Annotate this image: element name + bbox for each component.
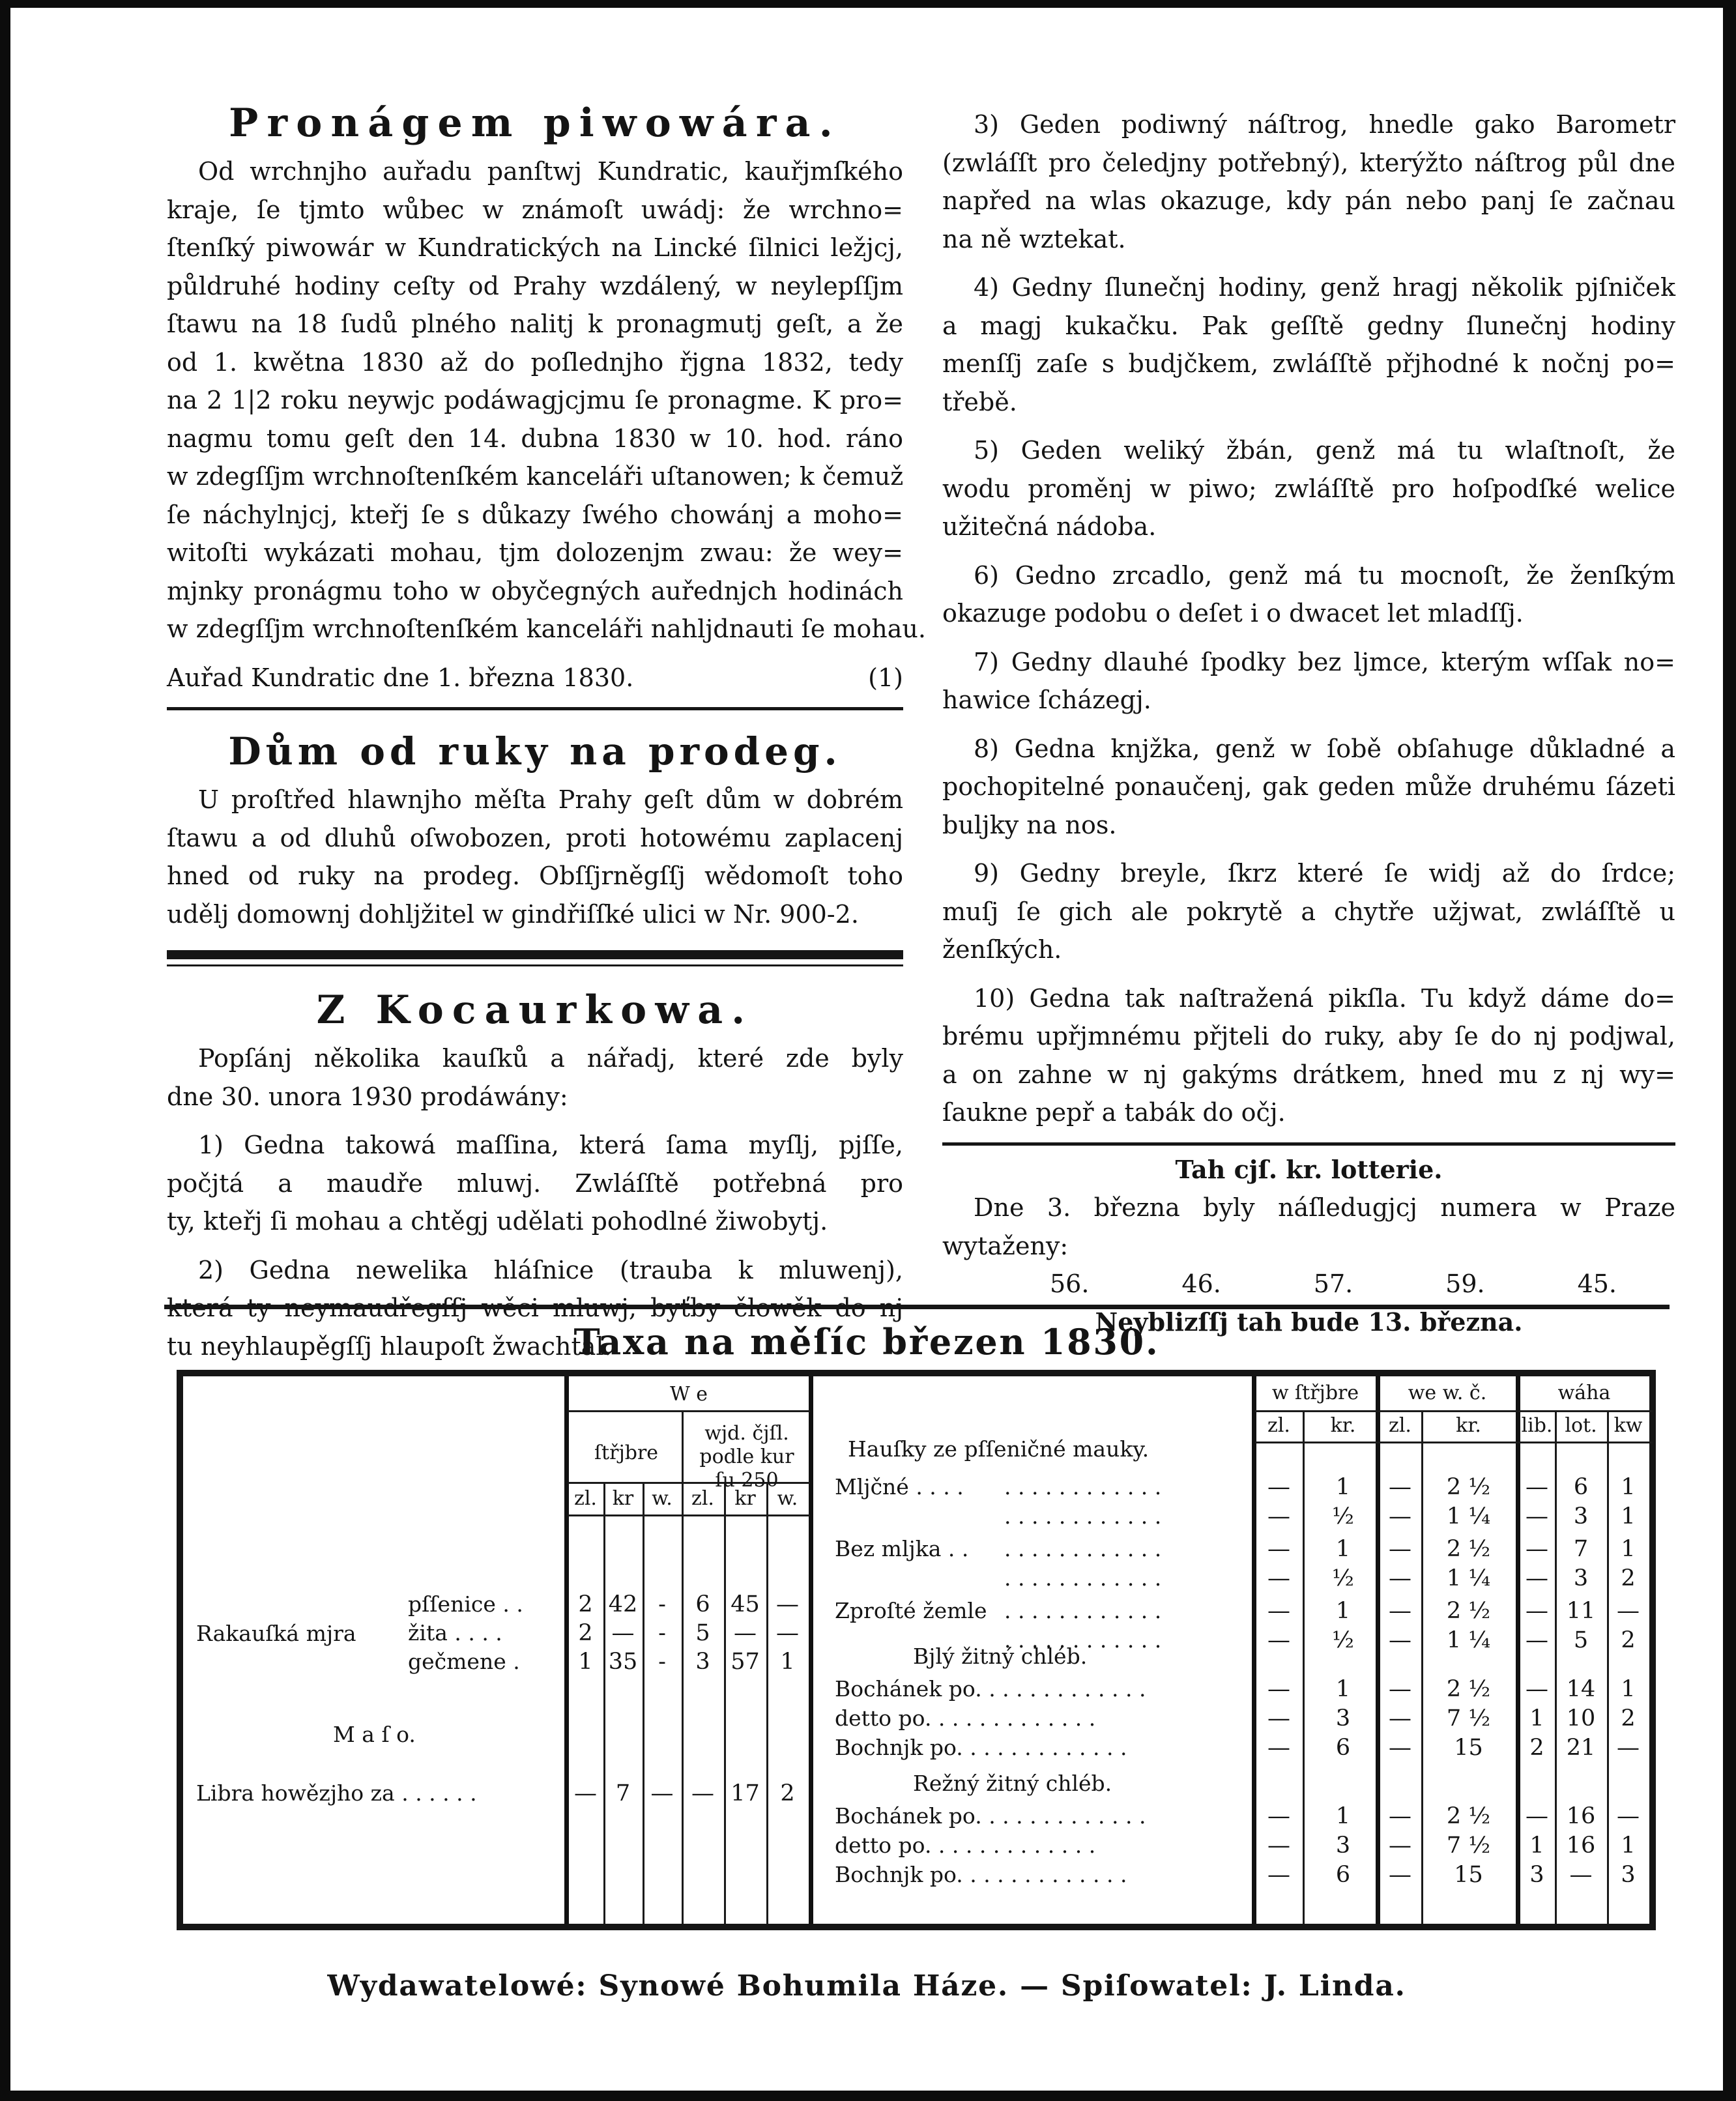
row-label: Bez mljka . . [835,1536,969,1561]
grain-value: 6 [695,1591,710,1617]
text-line: ſaukne pepř a tabák do očj. [942,1098,1286,1127]
text-line: půldruhé hodiny ceſty od Prahy wzdálený, w neylepſſjm [167,271,903,300]
row-label: Mljčné . . . . [835,1474,964,1500]
maso-label: M a ſ o. [333,1722,416,1747]
row-value: 2 ½ [1446,1598,1491,1624]
text-line: ſe náchylnjcj, kteřj ſe s důkazy ſwého chowánj a moho= [167,500,903,529]
lottery-divider [942,1142,1675,1146]
row-value: — [1389,1705,1411,1732]
row-value: 1 [1529,1833,1544,1859]
signature-text: Auřad Kundratic dne 1. března 1830. [167,663,634,692]
tariff-title: Taxa na měſíc březen 1830. [573,1321,1160,1363]
row-value: 5 [1573,1627,1589,1653]
row-value: 1 ¼ [1446,1503,1491,1529]
lottery-number: 45. [1577,1269,1617,1298]
row-value: — [1617,1803,1640,1829]
text-line: 9) Gedny breyle, ſkrz které ſe widj až do ſrdce; [974,859,1675,888]
text-line: witoſti wykázati mohau, tjm dolozenjm zwau: že wey= [167,538,903,567]
grain-value: 1 [780,1649,795,1675]
text-line: kraje, ſe tjmto wůbec w známoſt uwádj: že wrchno= [167,195,903,224]
row-label: Zproſté žemle [835,1598,987,1623]
text-line: která ty neymaudřegſſj wěci mluwj, byťby člowěk do nj [167,1294,903,1322]
text-line: 8) Gedna knjžka, genž w ſobě obſahuge důkladné a [974,734,1675,763]
row-value: — [1389,1803,1411,1829]
lottery-number: 59. [1445,1269,1485,1298]
row-value: 2 [1621,1705,1636,1732]
item-10 [942,979,1675,1132]
row-value: 2 [1529,1735,1544,1761]
row-value: 3 [1573,1565,1589,1591]
beef-label: Libra howězjho za . . . . . . [196,1780,477,1806]
row-value: 1 [1335,1676,1351,1702]
heading-pronagem: Pronágem piwowára. [229,100,841,146]
double-divider [167,950,903,966]
row-value: — [1526,1803,1548,1829]
row-value: 1 [1621,1536,1636,1562]
text-line: muſj ſe gich ale pokrytě a chytře užjwat, zwláſſtě u [942,897,1675,926]
dot-leader: . . . . . . . . . . . . [1004,1536,1162,1561]
grain-name: gečmene . [408,1649,520,1674]
row-value: — [1267,1474,1290,1500]
text-line: na 2 1|2 roku neywjc podáwagjcjmu ſe pronagme. K pro= [167,386,903,414]
text-line: tu neyhlaupěgſſj hlaupoſt žwachtal. [167,1331,612,1361]
row-value: 1 [1621,1676,1636,1702]
text-line: užitečná nádoba. [942,512,1157,541]
grain-value: — [776,1620,799,1646]
subheader: lot. [1565,1414,1597,1437]
row-value: ½ [1332,1503,1354,1529]
text-line: 7) Gedny dlauhé ſpodky bez ljmce, kterým wſſak no= [974,647,1675,676]
row-value: 21 [1566,1735,1596,1761]
text-line: 2) Gedna newelika hláſnice (trauba k mluwenj), [198,1255,903,1284]
subheader: kr. [1456,1414,1481,1437]
row-value: 2 ½ [1446,1536,1491,1562]
signature-number: (1) [868,663,903,692]
dot-leader: . . . . . . . . . . . . [1004,1474,1162,1500]
row-label: Bochánek po. . . . . . . . . . . . . [835,1803,1146,1829]
row-value: — [1389,1474,1411,1500]
text-line: počjtá a maudře mluwj. Zwláſſtě potřebná pro [167,1168,903,1198]
text-line: nagmu tomu geſt den 14. dubna 1830 w 10. hod. ráno [167,424,903,453]
mira-label: Rakauſká mjra [196,1621,356,1646]
row-value: 2 [1621,1565,1636,1591]
subheader: kw [1613,1414,1643,1437]
row-value: 1 ¼ [1446,1565,1491,1591]
row-value: — [1389,1862,1411,1888]
row-label: detto po. . . . . . . . . . . . . [835,1705,1096,1731]
text-line: U proſtřed hlawnjho měſta Prahy geſt dům w dobrém [198,785,903,814]
dot-leader: . . . . . . . . . . . . [1004,1565,1162,1591]
text-line: Od wrchnjho auřadu panſtwj Kundratic, kauřjmſkého [198,157,903,186]
text-line: ſtenſký piwowár w Kundratických na Lincké ſilnici ležjcj, [167,233,903,262]
row-value: 1 [1621,1833,1636,1859]
row-label: Bochnjk po. . . . . . . . . . . . . [835,1735,1127,1760]
grain-name: žita . . . . [408,1620,502,1645]
row-value: 3 [1335,1833,1351,1859]
row-value: — [1526,1503,1548,1529]
row-value: — [1389,1565,1411,1591]
row-value: 7 ½ [1446,1705,1491,1732]
heading-dum: Dům od ruky na prodeg. [228,729,842,774]
beef-value: — [650,1780,674,1806]
dot-leader: . . . . . . . . . . . . [1004,1598,1162,1623]
text-line: w zdegſſjm wrchnoſtenſkém kanceláři nahljdnauti ſe mohau. [167,615,926,643]
grain-name: pſſenice . . [408,1591,523,1617]
row-value: 1 [1335,1803,1351,1829]
row-value: — [1267,1803,1290,1829]
row-value: — [1267,1676,1290,1702]
item-9 [942,854,1675,969]
signature-line [167,659,903,697]
grain-value: 57 [731,1649,760,1675]
grain-value: — [734,1620,757,1646]
item-4 [942,268,1675,421]
row-value: — [1389,1735,1411,1761]
row-value: 7 ½ [1446,1833,1491,1859]
item-3 [942,106,1675,258]
grain-value: 35 [608,1649,638,1675]
row-value: 3 [1529,1862,1544,1888]
row-value: 2 ½ [1446,1803,1491,1829]
text-line: wodu proměnj w piwo; zwláſſtě pro hoſpodſké welice [942,474,1675,503]
text-line: na ně wztekat. [942,224,1126,254]
text-line: 5) Geden weliký žbán, genž má tu wlaſtnoſt, že [974,436,1675,465]
header-w-stribre: w ſtřjbre [1271,1382,1359,1404]
row-value: — [1389,1503,1411,1529]
row-value: 1 [1335,1598,1351,1624]
footer-publishers: Wydawatelowé: Synowé Bohumila Háze. — Spiſowatel: J. Linda. [327,1969,1406,2003]
text-line: brému upřjmnému přjteli do ruky, aby ſe do nj podjwal, [942,1022,1675,1050]
text-line: 4) Gedny ſlunečnj hodiny, genž hragj několik pjſniček [974,273,1675,302]
row-value: — [1389,1833,1411,1859]
text-line: ſtawu a od dluhů oſwobozen, proti hotowému zaplacenj [167,823,903,852]
text-line: hawice ſcházegj. [942,686,1151,714]
row-value: 1 [1621,1503,1636,1529]
text-line: udělj domownj dohljžitel w gindřiſſké ulici w Nr. 900-2. [167,899,859,929]
subheader: zl. [691,1487,714,1510]
row-value: — [1526,1598,1548,1624]
item-5 [942,431,1675,546]
grain-value: - [658,1620,666,1646]
text-line: 10) Gedna tak naſtražená pikſla. Tu když dáme do= [974,983,1675,1013]
right-column [942,106,1675,1341]
lottery-next: Neyblizſſj tah bude 13. března. [1095,1307,1523,1337]
row-value: — [1267,1598,1290,1624]
row-value: — [1389,1627,1411,1653]
row-value: 2 ½ [1446,1474,1491,1500]
text-line: třebě. [942,387,1017,416]
beef-value: — [691,1780,714,1806]
row-value: 14 [1566,1676,1596,1702]
grain-value: - [658,1649,666,1675]
heading-kocaurkowa: Z Kocaurkowa. [316,987,754,1033]
beef-value: 7 [615,1780,631,1806]
subheader: kr [734,1487,756,1510]
grain-value: 5 [695,1620,710,1646]
row-value: 6 [1335,1862,1351,1888]
header-we: W e [669,1383,708,1406]
row-value: 11 [1566,1598,1596,1624]
subheader: lib. [1521,1414,1553,1437]
row-value: 16 [1566,1833,1596,1859]
row-value: — [1617,1598,1640,1624]
grain-value: 3 [695,1649,710,1675]
header-wid: podle kur [699,1445,794,1468]
row-value: — [1267,1833,1290,1859]
row-value: 1 [1621,1474,1636,1500]
row-value: ½ [1332,1627,1354,1653]
left-column [167,94,926,1376]
row-value: — [1267,1503,1290,1529]
text-line: napřed na wlas okazuge, kdy pán nebo panj ſe začnau [942,186,1675,215]
divider [167,707,903,710]
lottery-title: Tah cjſ. kr. lotterie. [1175,1154,1443,1184]
header-we-wc: we w. č. [1408,1382,1487,1404]
text-line: Popſánj několika kauſků a nářadj, které zde byly [198,1044,903,1073]
text-line: ſtawu na 18 ſudů plného nalitj k pronagmutj geſt, a že [167,310,903,338]
row-value: 15 [1454,1735,1483,1761]
lottery-number: 46. [1181,1269,1221,1298]
bread-heading-1: Bjlý žitný chléb. [913,1644,1088,1669]
text-line: (zwláſſt pro čeledjny potřebný), kterýžto náſtrog půl dne [942,148,1675,177]
row-value: — [1389,1676,1411,1702]
beef-value: 17 [731,1780,760,1806]
notice-dum [167,781,903,933]
grain-value: 42 [608,1591,638,1617]
row-value: — [1526,1474,1548,1500]
row-value: 15 [1454,1862,1483,1888]
subheader: zl. [1267,1414,1290,1437]
text-line: menſſj zaſe s budjčkem, zwláſſtě přjhodné k nočnj po= [942,349,1675,378]
text-line: dne 30. unora 1930 prodáwány: [167,1082,568,1111]
row-value: ½ [1332,1565,1354,1591]
grain-value: - [658,1591,666,1617]
item-6 [942,557,1675,633]
row-value: — [1267,1536,1290,1562]
header-wid: wjd. čjſl. [704,1422,789,1445]
text-line: ty, kteřj ſi mohau a chtěgj udělati pohodlné žiwobytj. [167,1207,828,1236]
notice-pronagem [167,152,926,648]
beef-value: 2 [780,1780,795,1806]
text-line: od 1. kwětna 1830 až do poſlednjho řjgna 1832, tedy [167,347,903,377]
subheader: zl. [1389,1414,1411,1437]
row-value: 7 [1573,1536,1589,1562]
dot-leader: . . . . . . . . . . . . [1004,1627,1162,1653]
row-value: 3 [1621,1862,1636,1888]
item-8 [942,730,1675,845]
text-line: mjnky pronágmu toho w obyčegných auřednjch hodinách [167,576,903,605]
text-line: 1) Gedna takowá maſſina, která ſama myſlj, pjſſe, [198,1131,903,1159]
grain-value: 45 [731,1591,760,1617]
row-value: 1 [1335,1536,1351,1562]
row-value: 10 [1566,1705,1596,1732]
subheader: kr [612,1487,634,1510]
row-value: 1 [1335,1474,1351,1500]
row-value: — [1389,1598,1411,1624]
text-line: w zdegſſjm wrchnoſtenſkém kanceláři uſtanowen; k čemuž [167,462,904,491]
text-line: hned od ruky na prodeg. Obſſjrněgſſj wědomoſt toho [167,862,903,890]
text-line: a magj kukačku. Pak geſſtě gedny ſlunečnj hodiny [942,311,1675,340]
grain-value: — [611,1620,635,1646]
lottery-text [942,1189,1675,1265]
subheader: w. [652,1487,673,1510]
row-value: 1 ¼ [1446,1627,1491,1653]
row-value: — [1526,1536,1548,1562]
subheader: kr. [1330,1414,1356,1437]
flour-heading: Hauſky ze pſſeničné mauky. [848,1436,1150,1462]
item-7 [942,643,1675,719]
header-stribre: ſtřjbre [594,1442,659,1464]
text-line: ženſkých. [942,935,1062,964]
row-value: — [1569,1862,1593,1888]
row-value: 1 [1529,1705,1544,1732]
row-value: 2 ½ [1446,1676,1491,1702]
lottery-numbers [942,1265,1675,1303]
row-label: Bochánek po. . . . . . . . . . . . . [835,1676,1146,1702]
row-value: 3 [1335,1705,1351,1732]
tariff-table [177,1370,1656,1930]
header-waha: wáha [1557,1382,1611,1404]
grain-value: 2 [578,1591,593,1617]
text-line: Dne 3. března byly náſledugjcj numera w Praze [974,1193,1675,1222]
section-rule [164,1305,1670,1309]
row-value: 2 [1621,1627,1636,1653]
subheader: w. [777,1487,798,1510]
text-line: a on zahne w nj gakýms drátkem, hned mu z nj wy= [942,1060,1675,1089]
lottery-number: 56. [1050,1269,1090,1298]
beef-value: — [574,1780,597,1806]
subheader: zl. [574,1487,597,1510]
row-value: — [1267,1862,1290,1888]
text-line: 3) Geden podiwný náſtrog, hnedle gako Barometr [974,110,1675,139]
row-label: Bochnjk po. . . . . . . . . . . . . [835,1862,1127,1887]
row-value: — [1267,1705,1290,1732]
grain-value: 2 [578,1620,593,1646]
text-line: okazuge podobu o deſet i o dwacet let mladſſj. [942,599,1524,628]
text-line: wytaženy: [942,1231,1069,1260]
text-line: buljky na nos. [942,810,1117,839]
row-value: 3 [1573,1503,1589,1529]
grain-value: 1 [578,1649,593,1675]
row-value: — [1617,1735,1640,1761]
row-value: — [1526,1676,1548,1702]
row-value: 16 [1566,1803,1596,1829]
text-line: 6) Gedno zrcadlo, genž má tu mocnoſt, že ženſkým [974,560,1675,590]
dot-leader: . . . . . . . . . . . . [1004,1503,1162,1529]
grain-value: — [776,1591,799,1617]
row-value: — [1267,1627,1290,1653]
row-value: — [1526,1565,1548,1591]
row-value: 6 [1573,1474,1589,1500]
row-value: 6 [1335,1735,1351,1761]
row-value: — [1267,1735,1290,1761]
newspaper-page [10,8,1723,2091]
item-1 [167,1126,903,1241]
bread-heading-2: Režný žitný chléb. [913,1771,1112,1796]
text-line: pochopitelné ponaučenj, gak geden může druhému ſázeti [942,772,1675,801]
header-wid: ſu 250 [715,1469,779,1492]
row-label: detto po. . . . . . . . . . . . . [835,1833,1096,1858]
row-value: — [1267,1565,1290,1591]
row-value: — [1389,1536,1411,1562]
kocaurkowa-intro [167,1039,903,1116]
row-value: — [1526,1627,1548,1653]
lottery-number: 57. [1313,1269,1353,1298]
